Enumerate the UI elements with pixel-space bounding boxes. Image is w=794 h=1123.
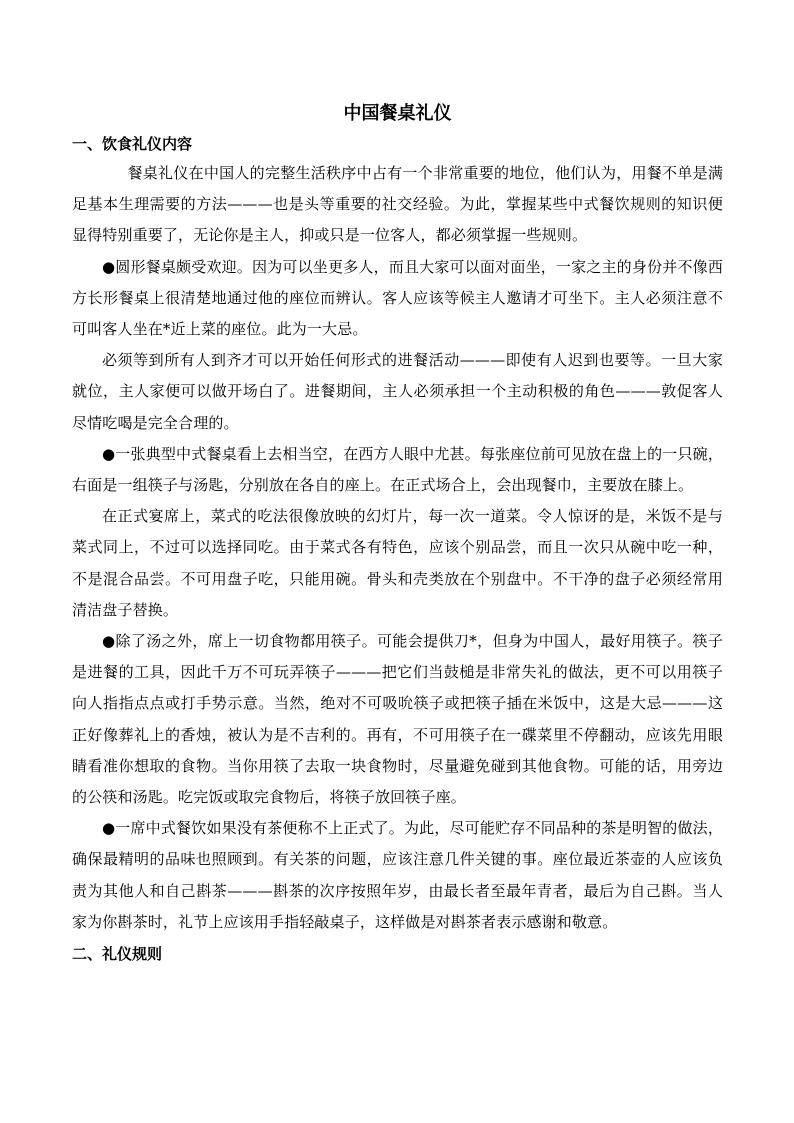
paragraph-intro: 餐桌礼仪在中国人的完整生活秩序中占有一个非常重要的地位，他们认为，用餐不单是满足基本生理需要的方法———也是头等重要的社交经验。为此，掌握某些中式餐饮规则的知识便显得特别重要了，无论你是主人，抑或只是一位客人，都必须掌握一些规则。 <box>72 164 723 245</box>
section-heading-etiquette-rules: 二、礼仪规则 <box>72 945 163 964</box>
document-page <box>72 98 723 968</box>
paragraph-round-table: ●圆形餐桌颇受欢迎。因为可以坐更多人，而且大家可以面对面坐，一家之主的身份并不像西方长形餐桌上很清楚地通过他的座位而辨认。客人应该等候主人邀请才可坐下。主人必须注意不可叫客人坐在*近上菜的座位。此为一大忌。 <box>72 257 723 339</box>
section-heading-dining-etiquette: 一、饮食礼仪内容 <box>72 135 193 153</box>
paragraph-formal-banquet: 在正式宴席上，菜式的吃法很像放映的幻灯片，每一次一道菜。令人惊讶的是，米饭不是与菜式同上，不过可以选择同吃。由于菜式各有特色，应该个别品尝，而且一次只从碗中吃一种，不是混合品尝。不可用盘子吃，只能用碗。骨头和壳类放在个别盘中。不干净的盘子必须经常用清洁盘子替换。 <box>72 507 723 619</box>
paragraph-tea: ●一席中式餐饮如果没有茶便称不上正式了。为此，尽可能贮存不同品种的茶是明智的做法，确保最精明的品味也照顾到。有关茶的问题，应该注意几件关键的事。座位最近茶壶的人应该负责为其他人和自己斟茶———斟茶的次序按照年岁，由最长者至最年青者，最后为自己斟。当人家为你斟茶时，礼节上应该用手指轻敲桌子，这样做是对斟茶者表示感谢和敬意。 <box>72 819 723 931</box>
paragraph-chopsticks: ●除了汤之外，席上一切食物都用筷子。可能会提供刀*，但身为中国人，最好用筷子。筷子是进餐的工具，因此千万不可玩弄筷子———把它们当鼓槌是非常失礼的做法，更不可以用筷子向人指指点点或打手势示意。当然，绝对不可吸吮筷子或把筷子插在米饭中，这是大忌———这正好像葬礼上的香烛，被认为是不吉利的。再有，不可用筷子在一碟菜里不停翻动，应该先用眼睛看准你想取的食物。当你用筷了去取一块食物时，尽量避免碰到其他食物。可能的话，用旁边的公筷和汤匙。吃完饭或取完食物后，将筷子放回筷子座。 <box>72 632 723 807</box>
paragraph-wait-for-all: 必须等到所有人到齐才可以开始任何形式的进餐活动———即使有人迟到也要等。一旦大家就位，主人家便可以做开场白了。进餐期间，主人必须承担一个主动积极的角色———敦促客人尽情吃喝是完全合理的。 <box>72 351 723 432</box>
document-title: 中国餐桌礼仪 <box>343 103 452 124</box>
paragraph-table-setting: ●一张典型中式餐桌看上去相当空，在西方人眼中尤甚。每张座位前可见放在盘上的一只碗，右面是一组筷子与汤匙，分别放在各自的座上。在正式场合上，会出现餐巾，主要放在膝上。 <box>72 444 723 495</box>
